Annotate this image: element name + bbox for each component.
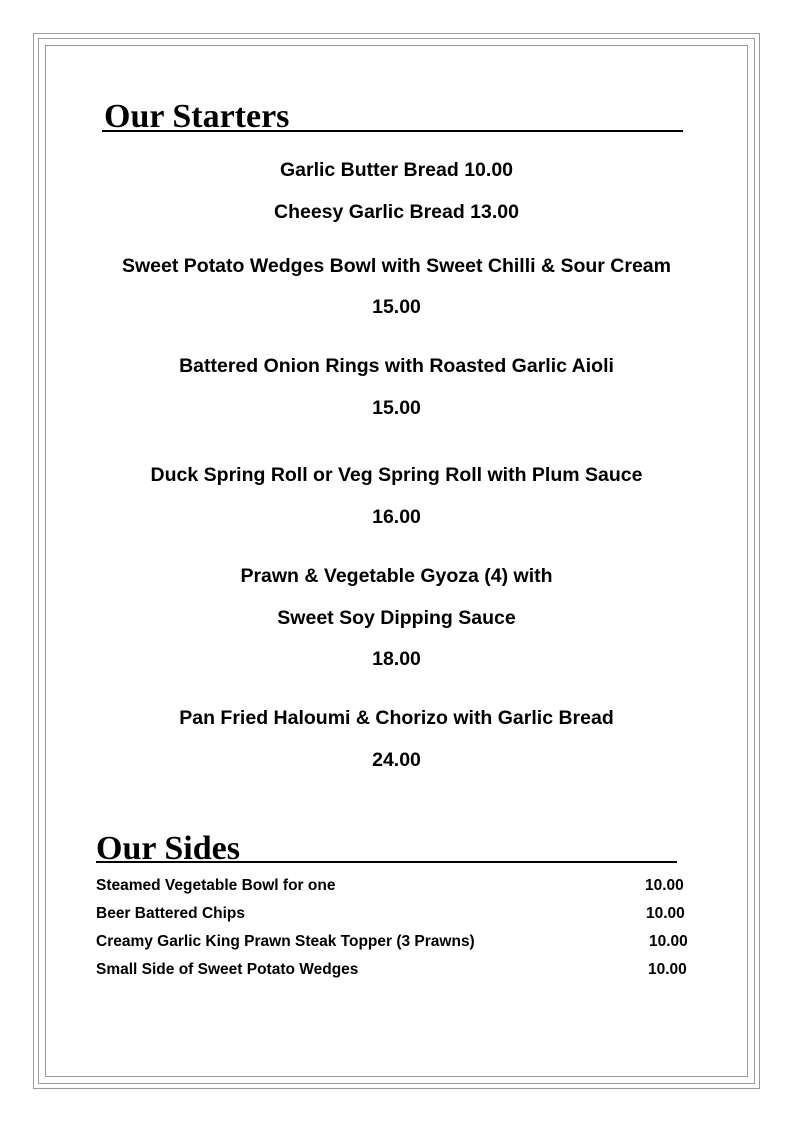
sides-heading-rule (96, 861, 677, 863)
starter-garlic-butter-bread: Garlic Butter Bread 10.00 (279, 159, 514, 181)
starter-onion-rings: Battered Onion Rings with Roasted Garlic Aioli (179, 355, 614, 377)
side-item-name: Small Side of Sweet Potato Wedges (96, 961, 359, 978)
starters-heading-rule (102, 130, 683, 132)
starters-heading: Our Starters (104, 98, 290, 135)
starter-haloumi-chorizo-price: 24.00 (372, 749, 421, 771)
side-item-price: 10.00 (645, 877, 684, 894)
starter-sweet-potato-wedges: Sweet Potato Wedges Bowl with Sweet Chilli & Sour Cream (122, 255, 671, 277)
starter-cheesy-garlic-bread: Cheesy Garlic Bread 13.00 (274, 201, 519, 223)
side-item-name: Steamed Vegetable Bowl for one (96, 877, 336, 894)
starter-spring-roll: Duck Spring Roll or Veg Spring Roll with Plum Sauce (150, 464, 643, 486)
side-item-price: 10.00 (648, 961, 687, 978)
starter-haloumi-chorizo: Pan Fried Haloumi & Chorizo with Garlic Bread (179, 707, 614, 729)
starter-gyoza: Prawn & Vegetable Gyoza (4) with (240, 565, 553, 587)
starter-spring-roll-price: 16.00 (372, 506, 421, 528)
side-item-price: 10.00 (649, 933, 688, 950)
side-item-name: Creamy Garlic King Prawn Steak Topper (3 Prawns) (96, 933, 475, 950)
starter-sweet-potato-wedges-price: 15.00 (372, 296, 421, 318)
starter-gyoza-price: 18.00 (372, 648, 421, 670)
sides-heading: Our Sides (96, 830, 240, 867)
side-item-price: 10.00 (646, 905, 685, 922)
side-item-name: Beer Battered Chips (96, 905, 246, 922)
starter-onion-rings-price: 15.00 (372, 397, 421, 419)
starter-gyoza-sauce: Sweet Soy Dipping Sauce (277, 607, 516, 629)
